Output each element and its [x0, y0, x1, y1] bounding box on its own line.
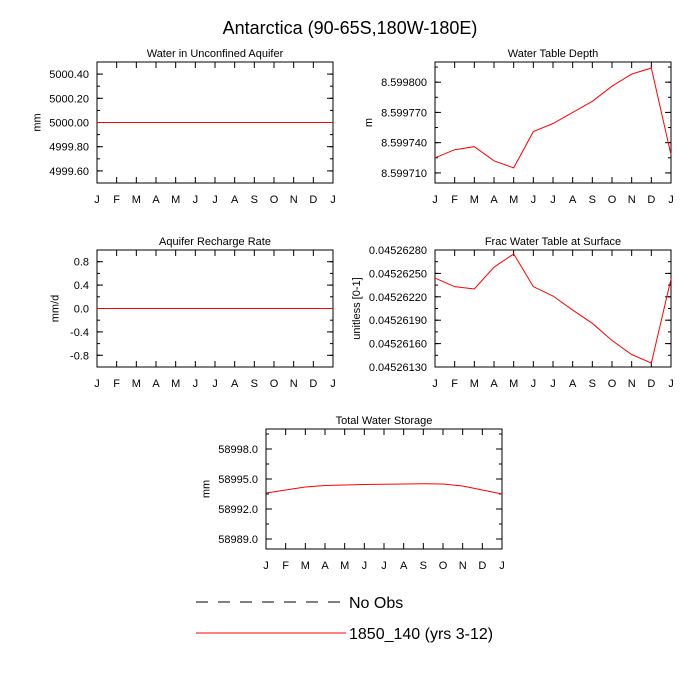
y-axis-label: mm	[200, 479, 213, 499]
y-tick-label: 8.599800	[381, 77, 427, 90]
chart-panel-5	[200, 415, 504, 572]
x-tick-label: M	[469, 194, 479, 206]
x-tick-label: J	[530, 378, 537, 390]
y-tick-label: 8.599710	[381, 167, 427, 180]
y-tick-label: 5000.20	[49, 93, 89, 106]
x-tick-label: J	[668, 194, 674, 206]
x-tick-label: F	[113, 194, 121, 206]
x-tick-label: J	[94, 378, 100, 390]
x-tick-label: O	[438, 560, 448, 572]
x-tick-label: D	[647, 194, 656, 206]
x-tick-label: M	[171, 378, 181, 390]
x-tick-label: J	[530, 194, 537, 206]
x-tick-label: F	[451, 194, 459, 206]
x-tick-label: J	[668, 378, 674, 390]
y-tick-label: 0.04526250	[368, 268, 427, 281]
x-tick-label: M	[171, 194, 181, 206]
y-axis-label: mm/d	[49, 294, 62, 323]
x-tick-label: J	[550, 194, 556, 206]
legend-label: No Obs	[349, 595, 404, 612]
series-line	[266, 484, 502, 494]
x-tick-label: M	[131, 194, 141, 206]
x-tick-label: A	[399, 560, 408, 572]
x-tick-label: J	[212, 194, 218, 206]
y-tick-label: 58989.0	[218, 534, 258, 546]
y-tick-label: 0.4	[73, 280, 89, 293]
chart-panels	[31, 48, 673, 572]
y-tick-label: 0.04526190	[368, 315, 427, 328]
x-tick-label: O	[607, 194, 617, 206]
x-tick-label: J	[499, 560, 505, 572]
y-tick-label: 0.8	[73, 256, 89, 269]
x-tick-label: D	[478, 560, 487, 572]
x-tick-label: S	[588, 194, 597, 206]
y-tick-label: 58995.0	[218, 474, 258, 486]
x-tick-label: J	[192, 194, 199, 206]
panel-title: Aquifer Recharge Rate	[159, 236, 271, 248]
series-line	[435, 68, 671, 168]
chart-panel-4	[351, 236, 674, 390]
y-tick-label: -0.4	[70, 326, 89, 339]
x-tick-label: J	[330, 194, 336, 206]
x-tick-label: M	[509, 194, 519, 206]
y-tick-label: 4999.80	[49, 141, 89, 154]
x-tick-label: D	[309, 194, 318, 206]
y-tick-label: 58992.0	[218, 504, 258, 516]
x-tick-label: A	[568, 194, 577, 206]
y-tick-label: 0.0	[73, 303, 89, 316]
x-tick-label: J	[361, 560, 368, 572]
y-axis-label: m	[363, 117, 376, 128]
x-tick-label: M	[300, 560, 310, 572]
x-tick-label: N	[289, 378, 298, 390]
x-tick-label: A	[230, 194, 239, 206]
x-tick-label: N	[627, 378, 636, 390]
chart-panel-2	[363, 48, 674, 206]
x-tick-label: A	[490, 194, 498, 206]
x-tick-label: S	[588, 378, 597, 390]
x-tick-label: J	[263, 560, 269, 572]
x-tick-label: A	[321, 560, 329, 572]
x-tick-label: O	[269, 378, 279, 390]
x-tick-label: J	[550, 378, 556, 390]
panel-title: Frac Water Table at Surface	[484, 236, 622, 248]
plot-frame	[435, 250, 671, 367]
y-tick-label: 0.04526160	[368, 338, 427, 351]
panel-title: Water Table Depth	[507, 48, 599, 60]
x-tick-label: F	[451, 378, 459, 390]
y-tick-label: 0.04526220	[368, 291, 427, 304]
chart-panel-3	[50, 236, 336, 390]
x-tick-label: J	[432, 194, 438, 206]
y-tick-label: 5000.00	[49, 117, 89, 130]
plot-frame	[266, 429, 502, 549]
legend	[196, 595, 493, 643]
x-tick-label: S	[250, 194, 259, 206]
y-tick-label: 0.04526280	[368, 245, 427, 257]
x-tick-label: O	[607, 378, 617, 390]
x-tick-label: D	[647, 378, 656, 390]
y-axis-label: unitless [0-1]	[351, 277, 363, 340]
x-tick-label: A	[152, 194, 160, 206]
x-tick-label: A	[568, 378, 577, 390]
x-tick-label: A	[152, 378, 160, 390]
page-title: Antarctica (90-65S,180W-180E)	[222, 18, 478, 38]
y-tick-label: 8.599770	[381, 107, 427, 120]
panel-title: Total Water Storage	[335, 415, 433, 427]
x-tick-label: S	[419, 560, 428, 572]
y-tick-label: 5000.40	[49, 69, 89, 82]
x-tick-label: F	[282, 560, 290, 572]
x-tick-label: M	[340, 560, 350, 572]
x-tick-label: N	[627, 194, 636, 206]
x-tick-label: J	[94, 194, 100, 206]
x-tick-label: A	[490, 378, 498, 390]
plot-frame	[435, 62, 671, 183]
x-tick-label: A	[230, 378, 239, 390]
x-tick-label: M	[131, 378, 141, 390]
legend-label: 1850_140 (yrs 3-12)	[349, 626, 494, 643]
y-tick-label: 58998.0	[218, 444, 258, 456]
chart-panel-1	[31, 48, 335, 206]
x-tick-label: J	[192, 378, 199, 390]
series-line	[435, 254, 671, 363]
x-tick-label: J	[212, 378, 218, 390]
y-tick-label: 4999.60	[49, 165, 89, 178]
x-tick-label: F	[113, 378, 121, 390]
x-tick-label: D	[309, 378, 318, 390]
y-tick-label: -0.8	[70, 350, 89, 363]
x-tick-label: O	[269, 194, 279, 206]
x-tick-label: M	[509, 378, 519, 390]
y-tick-label: 8.599740	[381, 137, 427, 150]
x-tick-label: M	[469, 378, 479, 390]
y-tick-label: 0.04526130	[368, 362, 427, 374]
x-tick-label: J	[381, 560, 387, 572]
x-tick-label: J	[330, 378, 336, 390]
x-tick-label: J	[432, 378, 438, 390]
x-tick-label: S	[250, 378, 259, 390]
x-tick-label: N	[289, 194, 298, 206]
panel-title: Water in Unconfined Aquifer	[146, 48, 284, 60]
x-tick-label: N	[458, 560, 467, 572]
y-axis-label: mm	[31, 113, 44, 132]
